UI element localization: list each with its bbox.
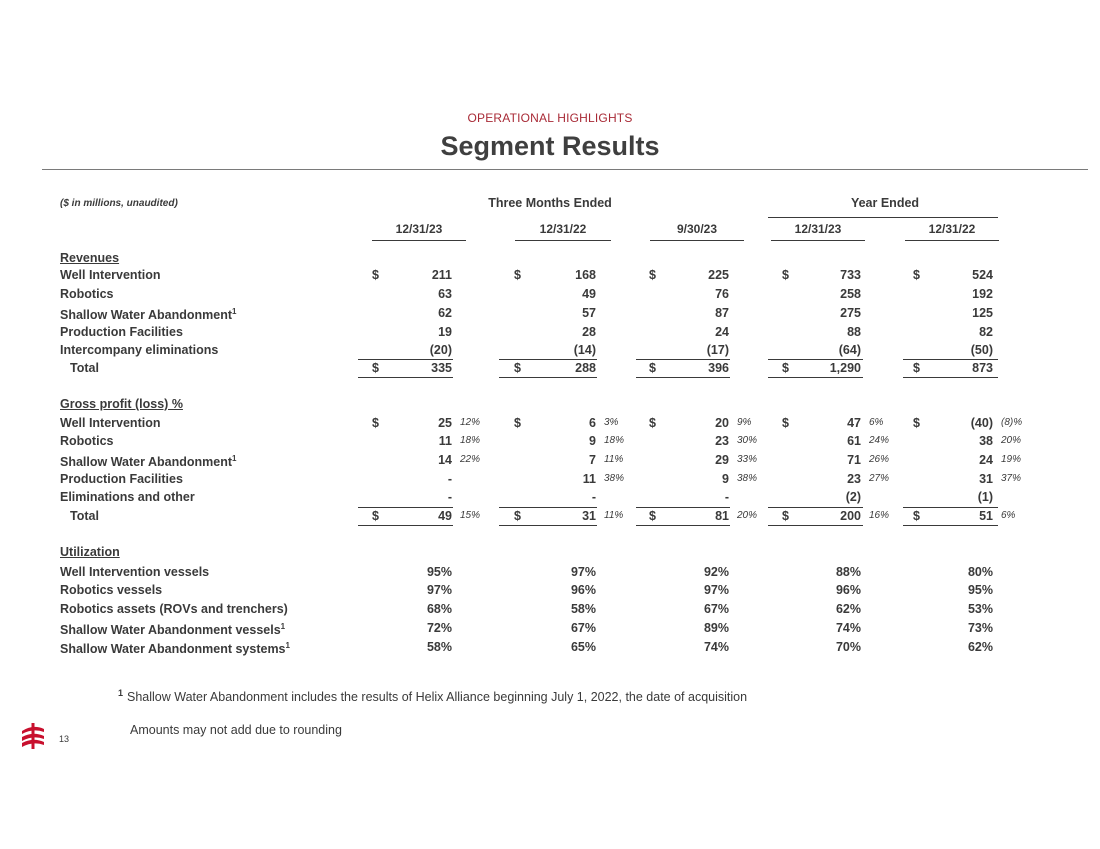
row-label xyxy=(60,343,218,357)
currency-symbol: $ xyxy=(782,361,789,375)
footnote-1-text: Shallow Water Abandonment includes the results of Helix Alliance beginning July 1, 2022, the date of acquisition xyxy=(127,690,748,704)
cell-value: 74% xyxy=(835,621,861,635)
company-logo-icon xyxy=(20,722,46,750)
cell-value: 97% xyxy=(570,565,596,579)
cell-value: 72% xyxy=(426,621,452,635)
cell-value: 14 xyxy=(438,453,452,467)
cell-value: 275 xyxy=(840,306,861,320)
total-value: 31 xyxy=(582,509,596,523)
total-value: 51 xyxy=(979,509,993,523)
cell-value: 82 xyxy=(979,325,993,339)
row-label-text: Shallow Water Abandonment vessels xyxy=(60,623,281,637)
cell-value: 71 xyxy=(847,453,861,467)
column-header: 12/31/22 xyxy=(539,222,587,236)
cell-value: 211 xyxy=(431,268,452,282)
cell-value: 19 xyxy=(438,325,452,339)
cell-value: 67% xyxy=(570,621,596,635)
row-label xyxy=(60,642,290,656)
total-value: 396 xyxy=(708,361,729,375)
total-margin-pct: 6% xyxy=(1001,510,1016,521)
currency-symbol: $ xyxy=(372,268,379,282)
row-label-text: Production Facilities xyxy=(60,472,183,486)
cell-value: 25 xyxy=(438,416,452,430)
total-value: 49 xyxy=(438,509,452,523)
cell-value: 65% xyxy=(570,640,596,654)
row-label-text: Shallow Water Abandonment xyxy=(60,455,232,469)
cell-value: 58% xyxy=(570,602,596,616)
total-bottom-rule xyxy=(903,377,998,378)
currency-symbol: $ xyxy=(913,509,920,523)
section-title-gross-profit: Gross profit (loss) % xyxy=(60,397,183,411)
cell-value: (1) xyxy=(977,490,993,504)
row-label xyxy=(60,434,113,448)
cell-value: (17) xyxy=(706,343,729,357)
group-header-year-ended: Year Ended xyxy=(850,196,920,210)
row-label xyxy=(60,490,195,504)
cell-value: 125 xyxy=(972,306,993,320)
total-value: 200 xyxy=(840,509,861,523)
column-header: 9/30/23 xyxy=(676,222,718,236)
cell-value: (20) xyxy=(429,343,452,357)
cell-value: 68% xyxy=(426,602,452,616)
total-top-rule xyxy=(903,507,998,508)
cell-value: 63 xyxy=(438,287,452,301)
cell-margin-pct: 9% xyxy=(737,417,752,428)
currency-symbol: $ xyxy=(649,509,656,523)
cell-value: 9 xyxy=(722,472,729,486)
total-top-rule xyxy=(636,359,730,360)
footnote-1 xyxy=(118,687,748,704)
currency-symbol: $ xyxy=(514,361,521,375)
row-label-text: Well Intervention xyxy=(60,416,161,430)
total-top-rule xyxy=(358,359,453,360)
total-bottom-rule xyxy=(768,377,863,378)
total-top-rule xyxy=(768,359,863,360)
cell-value: 67% xyxy=(703,602,729,616)
cell-value: (50) xyxy=(970,343,993,357)
section-label: OPERATIONAL HIGHLIGHTS xyxy=(467,111,633,125)
cell-margin-pct: 20% xyxy=(1001,435,1022,446)
cell-value: 62% xyxy=(967,640,993,654)
cell-margin-pct: (8)% xyxy=(1001,417,1023,428)
cell-value: 31 xyxy=(979,472,993,486)
row-label-text: Production Facilities xyxy=(60,325,183,339)
cell-value: 11 xyxy=(438,434,452,448)
cell-value: 92% xyxy=(703,565,729,579)
currency-symbol: $ xyxy=(649,268,656,282)
column-header-underline xyxy=(905,240,999,241)
total-bottom-rule xyxy=(499,377,597,378)
cell-margin-pct: 19% xyxy=(1001,454,1022,465)
cell-value: 49 xyxy=(582,287,596,301)
cell-margin-pct: 33% xyxy=(737,454,758,465)
row-label-text: Robotics xyxy=(60,434,114,448)
cell-value: 192 xyxy=(972,287,993,301)
total-margin-pct: 15% xyxy=(460,510,481,521)
total-bottom-rule xyxy=(358,377,453,378)
cell-value: 87 xyxy=(715,306,729,320)
cell-value: 97% xyxy=(703,583,729,597)
total-bottom-rule xyxy=(636,377,730,378)
footnote-reference: 1 xyxy=(232,306,237,316)
cell-value: 62 xyxy=(438,306,452,320)
cell-value: 38 xyxy=(979,434,993,448)
row-label-text: Well Intervention xyxy=(60,268,161,282)
footnote-reference: 1 xyxy=(232,453,237,463)
currency-symbol: $ xyxy=(514,416,521,430)
cell-value: (64) xyxy=(838,343,861,357)
cell-value: 95% xyxy=(426,565,452,579)
row-label-text: Robotics vessels xyxy=(60,583,163,597)
cell-value: 524 xyxy=(972,268,993,282)
column-header: 12/31/23 xyxy=(395,222,443,236)
cell-value: 23 xyxy=(715,434,729,448)
currency-symbol: $ xyxy=(372,509,379,523)
cell-value: (40) xyxy=(970,416,993,430)
total-value: 81 xyxy=(715,509,729,523)
row-label xyxy=(60,602,288,616)
total-bottom-rule xyxy=(903,525,998,526)
cell-value: 9 xyxy=(589,434,596,448)
section-title-utilization: Utilization xyxy=(60,545,120,559)
currency-symbol: $ xyxy=(514,268,521,282)
total-top-rule xyxy=(499,359,597,360)
row-label-text: Robotics assets (ROVs and trenchers) xyxy=(60,602,288,616)
cell-value: 6 xyxy=(589,416,596,430)
cell-value: 74% xyxy=(703,640,729,654)
cell-value: 76 xyxy=(715,287,729,301)
cell-value: 62% xyxy=(835,602,861,616)
cell-value: 88% xyxy=(835,565,861,579)
cell-value: 53% xyxy=(967,602,993,616)
cell-value: 24 xyxy=(979,453,993,467)
total-margin-pct: 20% xyxy=(737,510,758,521)
cell-margin-pct: 24% xyxy=(869,435,890,446)
column-header: 12/31/22 xyxy=(928,222,976,236)
total-bottom-rule xyxy=(768,525,863,526)
row-label xyxy=(60,583,162,597)
total-top-rule xyxy=(903,359,998,360)
cell-value: (14) xyxy=(573,343,596,357)
currency-symbol: $ xyxy=(649,361,656,375)
cell-value: 95% xyxy=(967,583,993,597)
section-title-revenues: Revenues xyxy=(60,251,120,265)
cell-value: (2) xyxy=(845,490,861,504)
cell-value: 168 xyxy=(575,268,596,282)
cell-value: 28 xyxy=(582,325,596,339)
cell-margin-pct: 3% xyxy=(604,417,619,428)
total-top-rule xyxy=(499,507,597,508)
total-label: Total xyxy=(70,509,99,523)
cell-value: - xyxy=(447,490,452,504)
cell-margin-pct: 18% xyxy=(460,435,481,446)
total-top-rule xyxy=(358,507,453,508)
total-value: 335 xyxy=(431,361,452,375)
column-header: 12/31/23 xyxy=(794,222,842,236)
row-label xyxy=(60,565,209,579)
column-header-underline xyxy=(771,240,865,241)
footnote-reference: 1 xyxy=(280,621,286,631)
cell-margin-pct: 11% xyxy=(604,454,624,465)
cell-value: 89% xyxy=(703,621,729,635)
cell-value: 61 xyxy=(847,434,861,448)
cell-value: 24 xyxy=(715,325,729,339)
currency-symbol: $ xyxy=(372,361,379,375)
total-bottom-rule xyxy=(636,525,730,526)
total-label: Total xyxy=(70,361,99,375)
cell-value: 96% xyxy=(570,583,596,597)
row-label xyxy=(60,472,183,486)
row-label-text: Well Intervention vessels xyxy=(60,565,210,579)
cell-value: 29 xyxy=(715,453,729,467)
cell-margin-pct: 30% xyxy=(737,435,758,446)
cell-value: 88 xyxy=(847,325,861,339)
cell-margin-pct: 22% xyxy=(460,454,481,465)
row-label xyxy=(60,268,160,282)
cell-value: - xyxy=(447,472,452,486)
row-label-text: Shallow Water Abandonment xyxy=(60,308,232,322)
cell-value: 73% xyxy=(967,621,993,635)
cell-margin-pct: 37% xyxy=(1001,473,1022,484)
cell-value: 258 xyxy=(840,287,861,301)
footnote-reference: 1 xyxy=(285,640,290,650)
row-label-text: Robotics xyxy=(60,287,114,301)
page-title: Segment Results xyxy=(440,131,660,161)
currency-symbol: $ xyxy=(782,416,789,430)
row-label-text: Intercompany eliminations xyxy=(60,343,219,357)
row-label xyxy=(60,308,236,322)
footnote-rounding: Amounts may not add due to rounding xyxy=(130,723,342,737)
column-header-underline xyxy=(372,240,466,241)
total-value: 1,290 xyxy=(829,361,861,375)
units-note: ($ in millions, unaudited) xyxy=(60,198,178,209)
cell-value: 20 xyxy=(715,416,729,430)
group-header-three-months: Three Months Ended xyxy=(488,196,612,210)
cell-margin-pct: 38% xyxy=(604,473,625,484)
currency-symbol: $ xyxy=(913,361,920,375)
total-value: 288 xyxy=(575,361,596,375)
total-margin-pct: 16% xyxy=(869,510,890,521)
row-label xyxy=(60,623,285,637)
cell-value: 57 xyxy=(582,306,596,320)
currency-symbol: $ xyxy=(782,509,789,523)
cell-value: 11 xyxy=(582,472,596,486)
cell-value: - xyxy=(591,490,596,504)
currency-symbol: $ xyxy=(913,268,920,282)
total-bottom-rule xyxy=(499,525,597,526)
cell-value: - xyxy=(724,490,729,504)
cell-margin-pct: 18% xyxy=(604,435,625,446)
title-divider xyxy=(42,169,1088,170)
column-header-underline xyxy=(515,240,611,241)
row-label-text: Shallow Water Abandonment systems xyxy=(60,642,286,656)
column-header-underline xyxy=(650,240,744,241)
total-top-rule xyxy=(636,507,730,508)
cell-margin-pct: 12% xyxy=(460,417,481,428)
cell-value: 23 xyxy=(847,472,861,486)
cell-value: 58% xyxy=(426,640,452,654)
footnote-marker: 1 xyxy=(118,687,124,698)
cell-value: 80% xyxy=(967,565,993,579)
cell-value: 225 xyxy=(708,268,729,282)
row-label xyxy=(60,455,236,469)
currency-symbol: $ xyxy=(514,509,521,523)
row-label xyxy=(60,325,183,339)
cell-value: 733 xyxy=(840,268,861,282)
currency-symbol: $ xyxy=(372,416,379,430)
cell-margin-pct: 38% xyxy=(737,473,758,484)
total-value: 873 xyxy=(972,361,993,375)
cell-value: 97% xyxy=(426,583,452,597)
cell-value: 96% xyxy=(835,583,861,597)
currency-symbol: $ xyxy=(782,268,789,282)
row-label-text: Eliminations and other xyxy=(60,490,195,504)
total-top-rule xyxy=(768,507,863,508)
cell-margin-pct: 27% xyxy=(869,473,890,484)
cell-value: 7 xyxy=(589,453,596,467)
currency-symbol: $ xyxy=(649,416,656,430)
cell-margin-pct: 6% xyxy=(869,417,884,428)
cell-value: 47 xyxy=(847,416,861,430)
row-label xyxy=(60,287,113,301)
cell-value: 70% xyxy=(835,640,861,654)
total-margin-pct: 11% xyxy=(604,510,624,521)
cell-margin-pct: 26% xyxy=(869,454,890,465)
page-number: 13 xyxy=(59,734,70,744)
currency-symbol: $ xyxy=(913,416,920,430)
row-label xyxy=(60,416,160,430)
total-bottom-rule xyxy=(358,525,453,526)
group-underline-year xyxy=(768,217,998,218)
